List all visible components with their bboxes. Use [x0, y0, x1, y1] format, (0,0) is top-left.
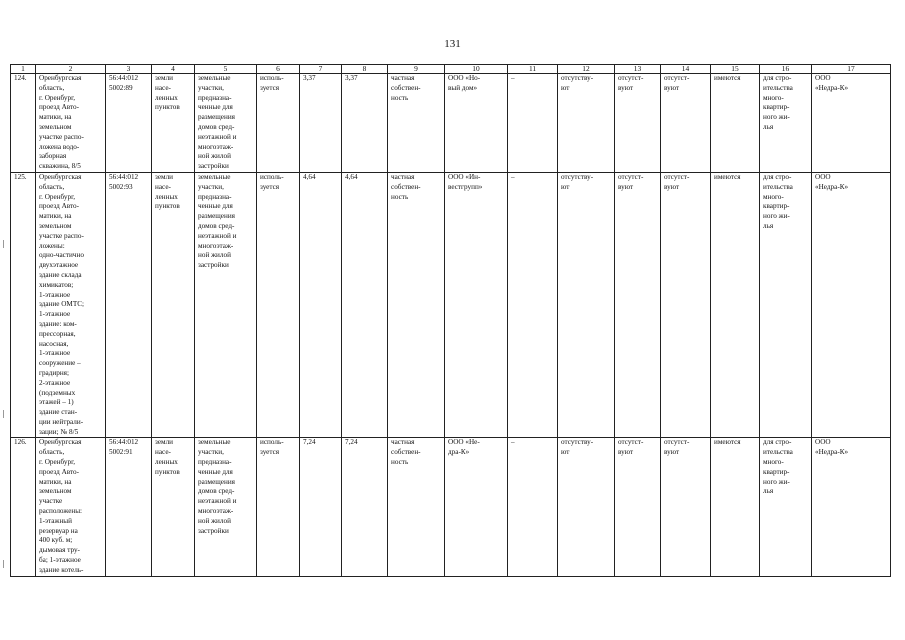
- intended-purpose-cell: для стро- ительства много- квартир- ного жи- лья: [760, 74, 812, 173]
- intended-purpose-cell: для стро- ительства много- квартир- ного жи- лья: [760, 172, 812, 438]
- column-number: 16: [760, 65, 812, 74]
- column-number: 15: [711, 65, 760, 74]
- column-number: 4: [152, 65, 195, 74]
- column-15-cell: имеются: [711, 438, 760, 577]
- column-14-cell: отсутст- вуют: [661, 438, 711, 577]
- land-category-cell: земли насе- ленных пунктов: [152, 172, 195, 438]
- column-12-cell: отсутству- ют: [558, 74, 615, 173]
- ownership-cell: частная собствен- ность: [388, 438, 445, 577]
- column-number: 1: [11, 65, 36, 74]
- column-11-cell: –: [508, 74, 558, 173]
- column-number: 17: [812, 65, 891, 74]
- column-11-cell: –: [508, 438, 558, 577]
- area-cell: 4,64: [342, 172, 388, 438]
- column-number: 2: [36, 65, 106, 74]
- address-cell: Оренбургская область, г. Оренбург, проезд Авто- матики, на земельном участке расположены: 1-этажный резервуар на 400 куб. м; дымовая тру- ба; 1-этажное здание котель-: [36, 438, 106, 577]
- row-number: 124.: [11, 74, 36, 173]
- cadastral-number-cell: 56:44:012 5002:89: [106, 74, 152, 173]
- column-number: 14: [661, 65, 711, 74]
- column-15-cell: имеются: [711, 74, 760, 173]
- permitted-use-cell: земельные участки, предназна- ченные для размещения домов сред- неэтажной и многоэтаж- ной жилой застройки: [195, 438, 257, 577]
- column-number: 7: [300, 65, 342, 74]
- land-plot-register-table: [10, 64, 891, 577]
- table-row: [11, 172, 891, 438]
- column-13-cell: отсутст- вуют: [615, 172, 661, 438]
- area-cell: 3,37: [342, 74, 388, 173]
- land-category-cell: земли насе- ленных пунктов: [152, 438, 195, 577]
- column-13-cell: отсутст- вуют: [615, 74, 661, 173]
- column-13-cell: отсутст- вуют: [615, 438, 661, 577]
- table-row: [11, 74, 891, 173]
- owner-cell: ООО «Не- дра-К»: [445, 438, 508, 577]
- developer-cell: ООО «Недра-К»: [812, 172, 891, 438]
- permitted-use-cell: земельные участки, предназна- ченные для размещения домов сред- неэтажной и многоэтаж- ной жилой застройки: [195, 74, 257, 173]
- cadastral-number-cell: 56:44:012 5002:93: [106, 172, 152, 438]
- column-number: 6: [257, 65, 300, 74]
- land-category-cell: земли насе- ленных пунктов: [152, 74, 195, 173]
- page-number: 131: [444, 38, 461, 50]
- area-cell: 3,37: [300, 74, 342, 173]
- owner-cell: ООО «Но- вый дом»: [445, 74, 508, 173]
- column-number-row: [11, 65, 891, 74]
- area-cell: 7,24: [300, 438, 342, 577]
- column-15-cell: имеются: [711, 172, 760, 438]
- usage-status-cell: исполь- зуется: [257, 438, 300, 577]
- owner-cell: ООО «Ин- вестгрупп»: [445, 172, 508, 438]
- column-number: 9: [388, 65, 445, 74]
- scan-edge-mark: [3, 560, 4, 568]
- developer-cell: ООО «Недра-К»: [812, 438, 891, 577]
- row-number: 126.: [11, 438, 36, 577]
- column-number: 10: [445, 65, 508, 74]
- column-12-cell: отсутству- ют: [558, 172, 615, 438]
- ownership-cell: частная собствен- ность: [388, 74, 445, 173]
- column-11-cell: –: [508, 172, 558, 438]
- column-number: 13: [615, 65, 661, 74]
- ownership-cell: частная собствен- ность: [388, 172, 445, 438]
- column-14-cell: отсутст- вуют: [661, 74, 711, 173]
- table-row: [11, 438, 891, 577]
- column-number: 12: [558, 65, 615, 74]
- column-number: 8: [342, 65, 388, 74]
- intended-purpose-cell: для стро- ительства много- квартир- ного жи- лья: [760, 438, 812, 577]
- area-cell: 4,64: [300, 172, 342, 438]
- cadastral-number-cell: 56:44:012 5002:91: [106, 438, 152, 577]
- developer-cell: ООО «Недра-К»: [812, 74, 891, 173]
- usage-status-cell: исполь- зуется: [257, 74, 300, 173]
- address-cell: Оренбургская область, г. Оренбург, проезд Авто- матики, на земельном участке распо- ложены: одно-частично двухэтажное здание склада химикатов; 1-этажное здание ОМТС; 1-этажное здание: ком- прессорная, насосная, 1-этажное сооружение – градирня; 2-этажное (подземных этажей – 1) здание стан- ции нейтрали- зации; № 8/5: [36, 172, 106, 438]
- address-cell: Оренбургская область, г. Оренбург, проезд Авто- матики, на земельном участке распо- ложена водо- заборная скважина, 8/5: [36, 74, 106, 173]
- column-12-cell: отсутству- ют: [558, 438, 615, 577]
- row-number: 125.: [11, 172, 36, 438]
- column-number: 11: [508, 65, 558, 74]
- scan-edge-mark: [3, 410, 4, 418]
- area-cell: 7,24: [342, 438, 388, 577]
- scan-edge-mark: [3, 240, 4, 248]
- column-number: 5: [195, 65, 257, 74]
- permitted-use-cell: земельные участки, предназна- ченные для размещения домов сред- неэтажной и многоэтаж- ной жилой застройки: [195, 172, 257, 438]
- column-14-cell: отсутст- вуют: [661, 172, 711, 438]
- column-number: 3: [106, 65, 152, 74]
- usage-status-cell: исполь- зуется: [257, 172, 300, 438]
